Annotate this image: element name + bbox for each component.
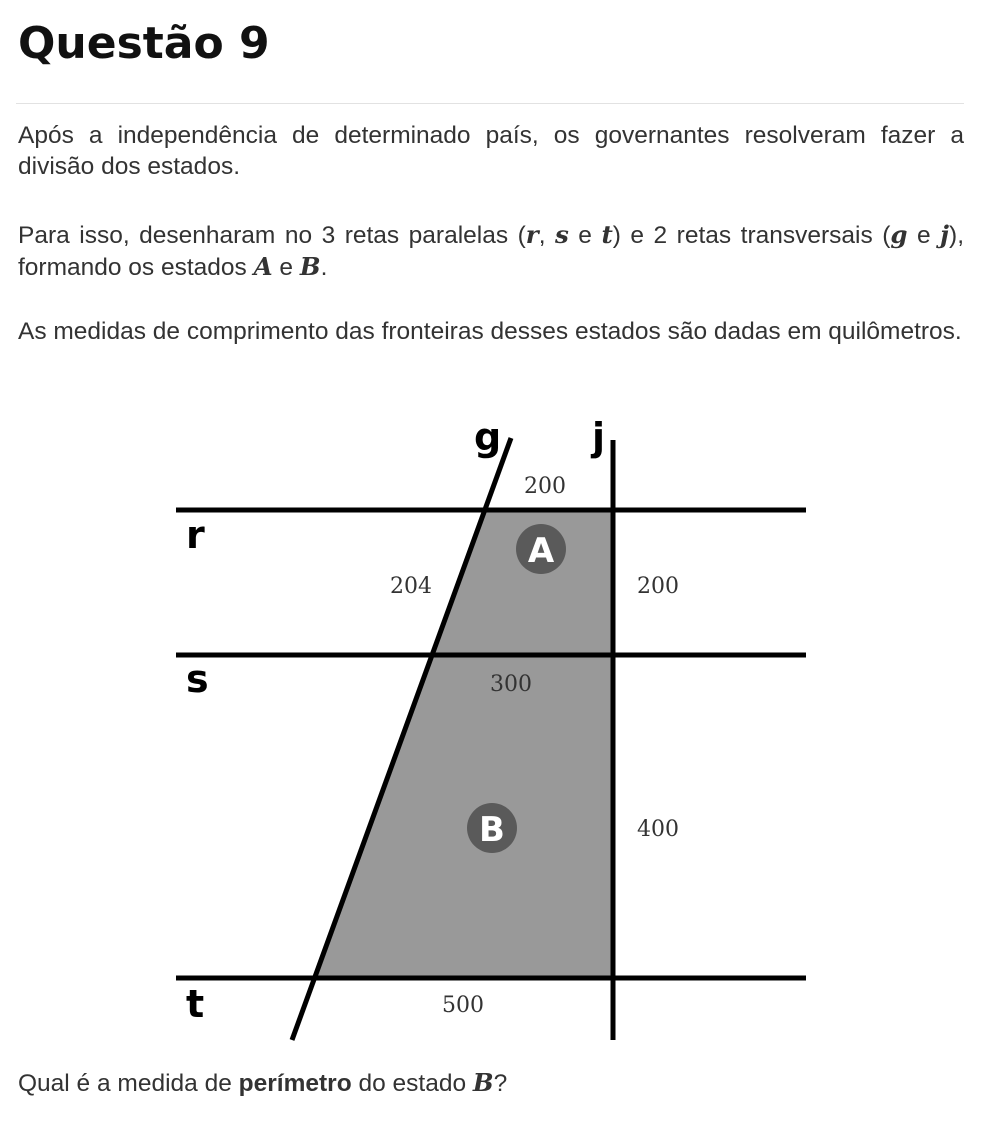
text: . <box>320 254 328 281</box>
paragraph-units: As medidas de comprimento das fronteiras desses estados são dadas em quilômetros. <box>18 318 962 345</box>
paragraph-intro: Após a independência de determinado país, os governantes resolveram fazer a divisão dos estados. <box>18 122 964 180</box>
badge-A-label: A <box>527 531 555 571</box>
label-t: t <box>186 982 205 1026</box>
label-r: r <box>186 513 205 557</box>
text: e <box>907 222 941 249</box>
text: ), formando os estados <box>18 222 965 281</box>
var-t: t <box>601 220 613 249</box>
measure-r: 200 <box>524 474 566 499</box>
text: ? <box>493 1070 508 1097</box>
text: Qual é a medida de <box>18 1070 239 1097</box>
question-text <box>18 1068 507 1098</box>
label-j: j <box>592 415 606 459</box>
region-fill <box>315 510 613 978</box>
var-s: s <box>555 220 569 249</box>
text: do estado <box>351 1070 473 1097</box>
text: e <box>568 222 602 249</box>
text: , <box>538 222 555 249</box>
var-j: j <box>940 220 950 249</box>
label-g: g <box>474 415 502 459</box>
page-title: Questão 9 <box>18 18 270 69</box>
bold-term: perímetro <box>238 1070 352 1097</box>
text: ) e 2 retas transversais ( <box>612 222 891 249</box>
var-r: r <box>525 220 539 249</box>
label-s: s <box>186 657 209 701</box>
measure-t: 500 <box>442 993 484 1018</box>
var-g: g <box>890 220 908 249</box>
var-A: A <box>253 252 273 281</box>
text: Para isso, desenharam no 3 retas paralelas ( <box>18 222 526 249</box>
measure-j-A: 200 <box>637 574 679 599</box>
var-B: B <box>472 1068 494 1097</box>
badge-B-label: B <box>479 810 505 850</box>
measure-s: 300 <box>490 672 532 697</box>
var-B: B <box>299 252 321 281</box>
text: e <box>272 254 300 281</box>
measure-j-B: 400 <box>637 817 679 842</box>
measure-g-A: 204 <box>390 574 432 599</box>
